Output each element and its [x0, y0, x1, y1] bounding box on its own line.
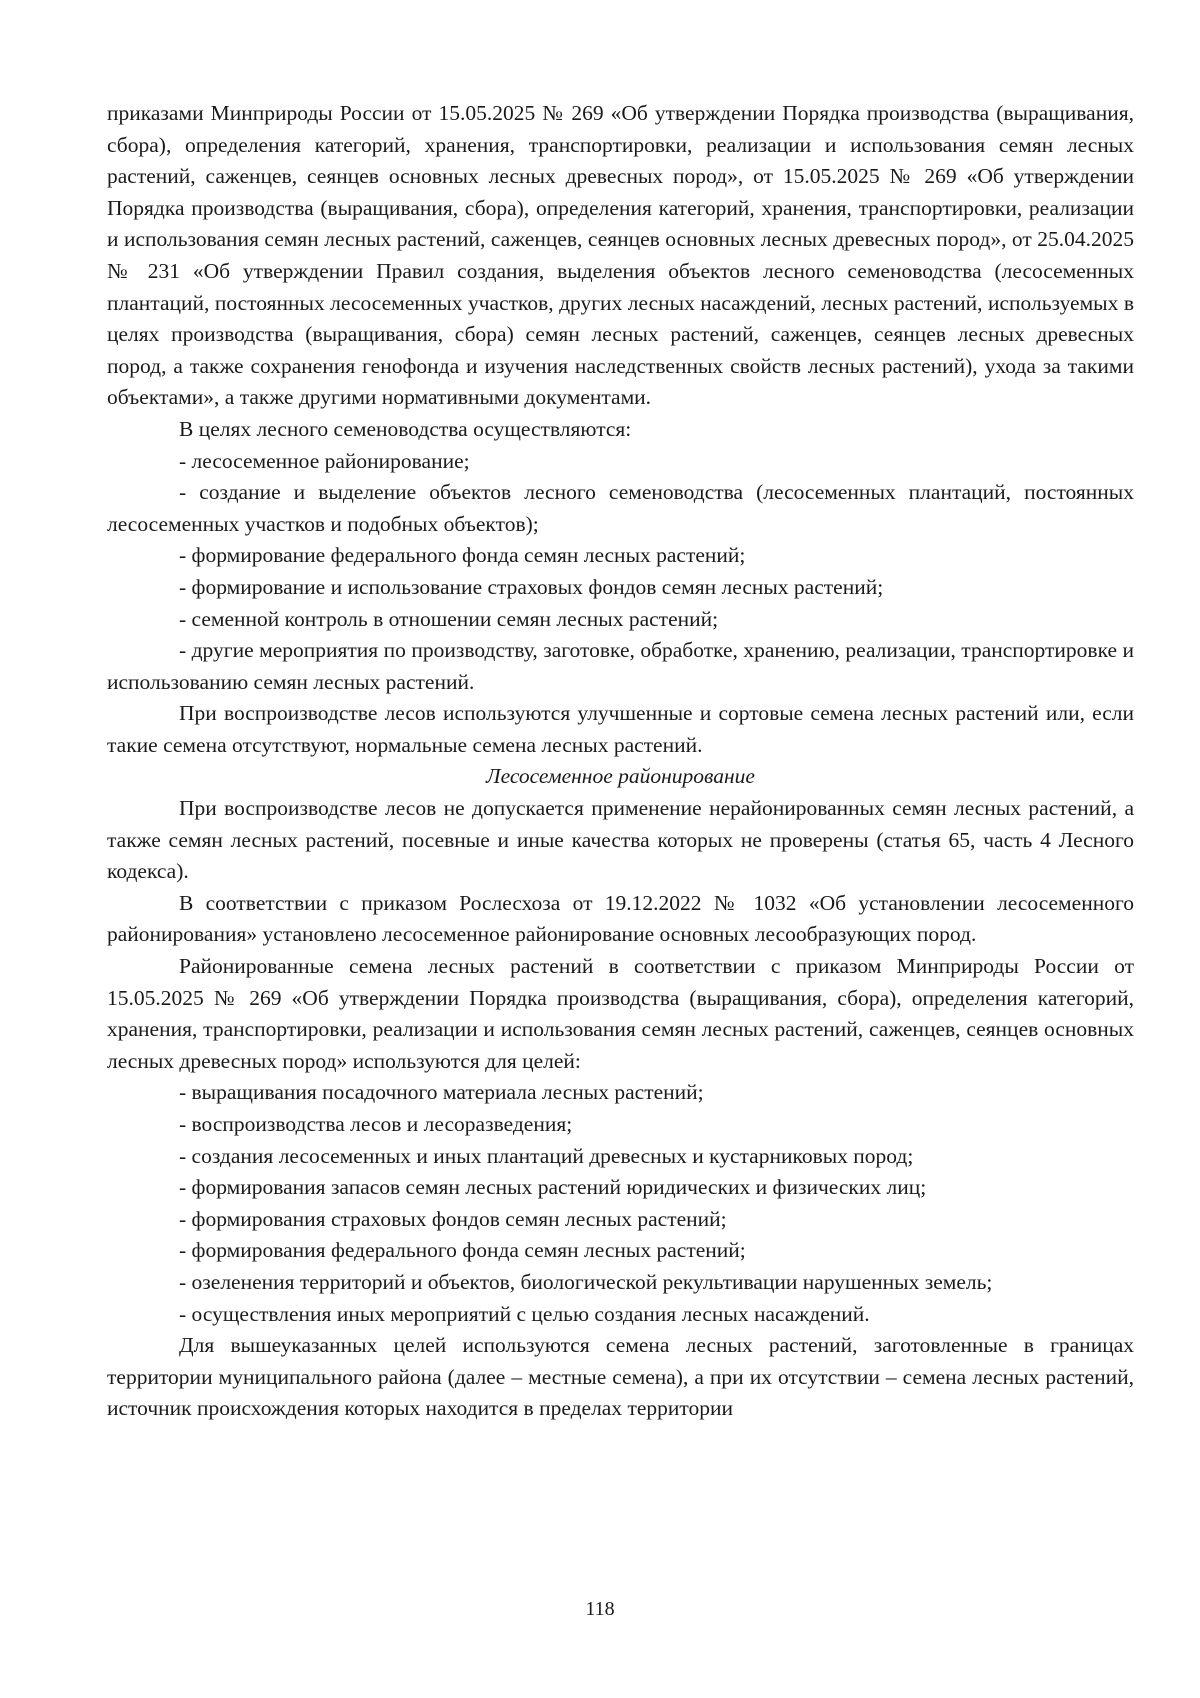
- reproduction-paragraph: При воспроизводстве лесов используются улучшенные и сортовые семена лесных растений или, если такие семена отсутствуют, нормальные семена лесных растений.: [107, 701, 1134, 757]
- section-paragraph-3: Районированные семена лесных растений в соответствии с приказом Минприроды России от 15.05.2025 № 269 «Об утверждении Порядка производства (выращивания, сбора), определения категорий, хранения, транспортировки, реализации и использования семян лесных растений, саженцев, сеянцев основных лесных древесных пород» используются для целей:: [107, 954, 1134, 1073]
- list-item: - формирование и использование страховых фондов семян лесных растений;: [179, 574, 884, 599]
- document-page: [107, 98, 1134, 1425]
- section-paragraph-1: При воспроизводстве лесов не допускается применение нерайонированных семян лесных растений, а также семян лесных растений, посевные и иные качества которых не проверены (статья 65, часть 4 Лесного кодекса).: [107, 796, 1134, 884]
- final-paragraph: Для вышеуказанных целей используются семена лесных растений, заготовленные в границах территории муниципального района (далее – местные семена), а при их отсутствии – семена лесных растений, источник происхождения которых находится в пределах территории: [107, 1333, 1134, 1421]
- list-item: - формирование федерального фонда семян лесных растений;: [179, 543, 746, 568]
- list-item: - семенной контроль в отношении семян лесных растений;: [179, 606, 719, 631]
- page-number: 118: [585, 1598, 615, 1620]
- list-item: - формирования федерального фонда семян лесных растений;: [179, 1238, 746, 1263]
- list-item: - озеленения территорий и объектов, биологической рекультивации нарушенных земель;: [179, 1269, 993, 1294]
- list-item: - создания лесосеменных и иных плантаций древесных и кустарниковых пород;: [179, 1143, 914, 1168]
- intro-paragraph: приказами Минприроды России от 15.05.2025 № 269 «Об утверждении Порядка производства (выращивания, сбора), определения категорий, хранения, транспортировки, реализации и использования семян лесных растений, саженцев, сеянцев основных лесных древесных пород», от 15.05.2025 № 269 «Об утверждении Порядка производства (выращивания, сбора), определения категорий, хранения, транспортировки, реализации и использования семян лесных растений, саженцев, сеянцев основных лесных древесных пород», от 25.04.2025 № 231 «Об утверждении Правил создания, выделения объектов лесного семеноводства (лесосеменных плантаций, постоянных лесосеменных участков, других лесных насаждений, лесных растений, используемых в целях производства (выращивания, сбора) семян лесных растений, саженцев, сеянцев лесных древесных пород, а также сохранения генофонда и изучения наследственных свойств лесных растений), ухода за такими объектами», а также другими нормативными документами.: [107, 101, 1134, 410]
- seed-purposes-list: [107, 446, 1134, 699]
- list-item: - выращивания посадочного материала лесных растений;: [179, 1080, 704, 1105]
- list-item: - осуществления иных мероприятий с целью создания лесных насаждений.: [179, 1301, 870, 1326]
- list-item: - другие мероприятия по производству, заготовке, обработке, хранению, реализации, транспортировке и использованию семян лесных растений.: [107, 638, 1134, 694]
- list-item: - воспроизводства лесов и лесоразведения;: [179, 1112, 573, 1136]
- section-heading: Лесосеменное районирование: [486, 764, 755, 789]
- list-item: - формирования запасов семян лесных растений юридических и физических лиц;: [179, 1175, 927, 1200]
- list-item: - лесосеменное районирование;: [179, 448, 470, 473]
- seed-purposes-intro: В целях лесного семеноводства осуществляются:: [179, 416, 632, 441]
- section-paragraph-2: В соответствии с приказом Рослесхоза от 19.12.2022 № 1032 «Об установлении лесосеменного районирования» установлено лесосеменное районирование основных лесообразующих пород.: [107, 890, 1134, 947]
- usage-list: [107, 1077, 1134, 1330]
- list-item: - создание и выделение объектов лесного семеноводства (лесосеменных плантаций, постоянных лесосеменных участков и подобных объектов);: [107, 480, 1134, 536]
- list-item: - формирования страховых фондов семян лесных растений;: [179, 1206, 727, 1231]
